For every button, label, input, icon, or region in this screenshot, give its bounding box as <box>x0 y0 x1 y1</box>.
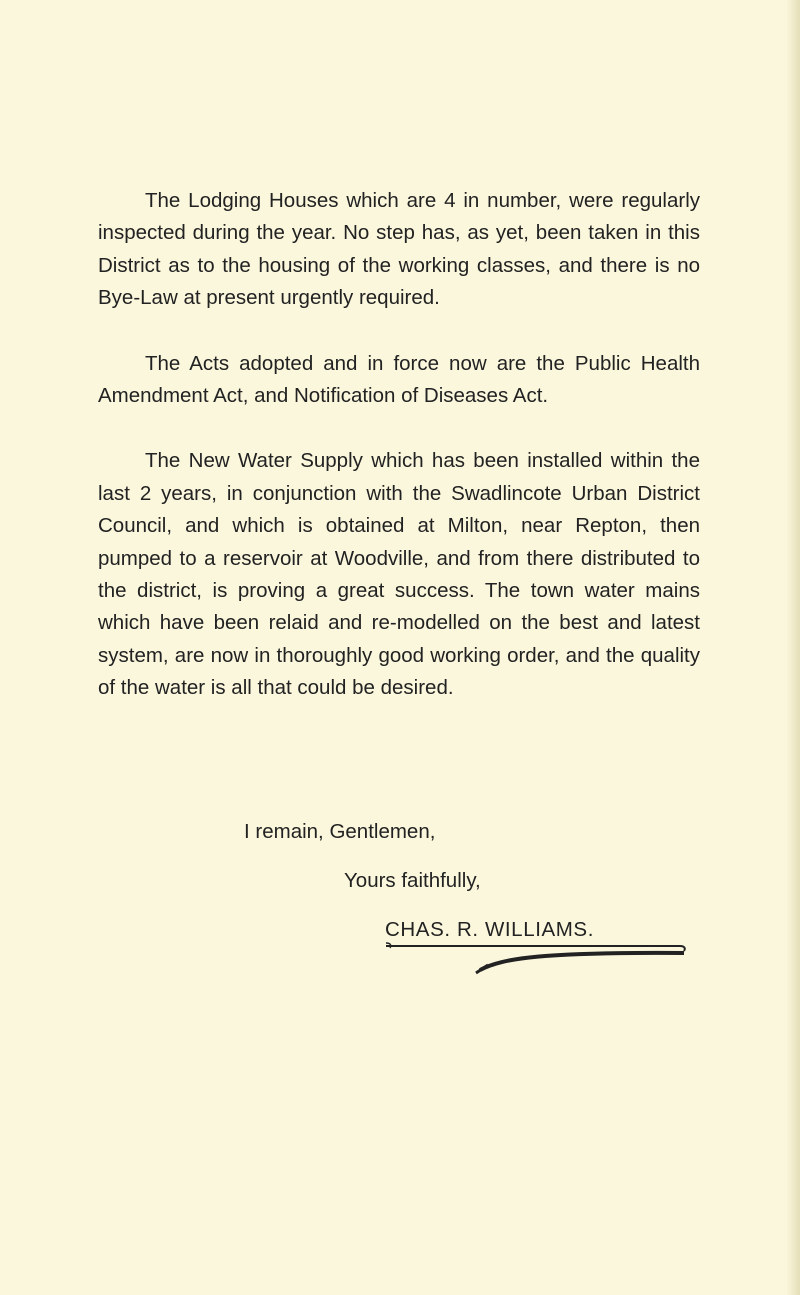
signature-flourish <box>384 940 694 976</box>
paragraph-lodging-houses: The Lodging Houses which are 4 in number, were regularly inspected during the year. No step has, as yet, been taken in this District as to the housing of the working classes, and there is no Bye-Law at present urgently required. <box>98 189 700 310</box>
paragraph-acts-adopted: The Acts adopted and in force now are the Public Health Amendment Act, and Notification of Diseases Act. <box>98 351 700 408</box>
closing-valediction: Yours faithfully, <box>344 869 481 892</box>
paragraph-water-supply: The New Water Supply which has been installed within the last 2 years, in conjunction with the Swadlincote Urban District Council, and which is obtained at Milton, near Repton, then pumped to a reservoir at Woodville, and from there distributed to the district, is proving a great success. The town water mains which have been relaid and re-modelled on the best and latest system, are now in thoroughly good working order, and the quality of the water is all that could be desired. <box>98 449 700 700</box>
letter-body <box>98 185 700 738</box>
signature-name: CHAS. R. WILLIAMS. <box>385 918 595 941</box>
closing-salutation: I remain, Gentlemen, <box>244 820 436 843</box>
page-edge-shadow <box>786 0 800 1295</box>
